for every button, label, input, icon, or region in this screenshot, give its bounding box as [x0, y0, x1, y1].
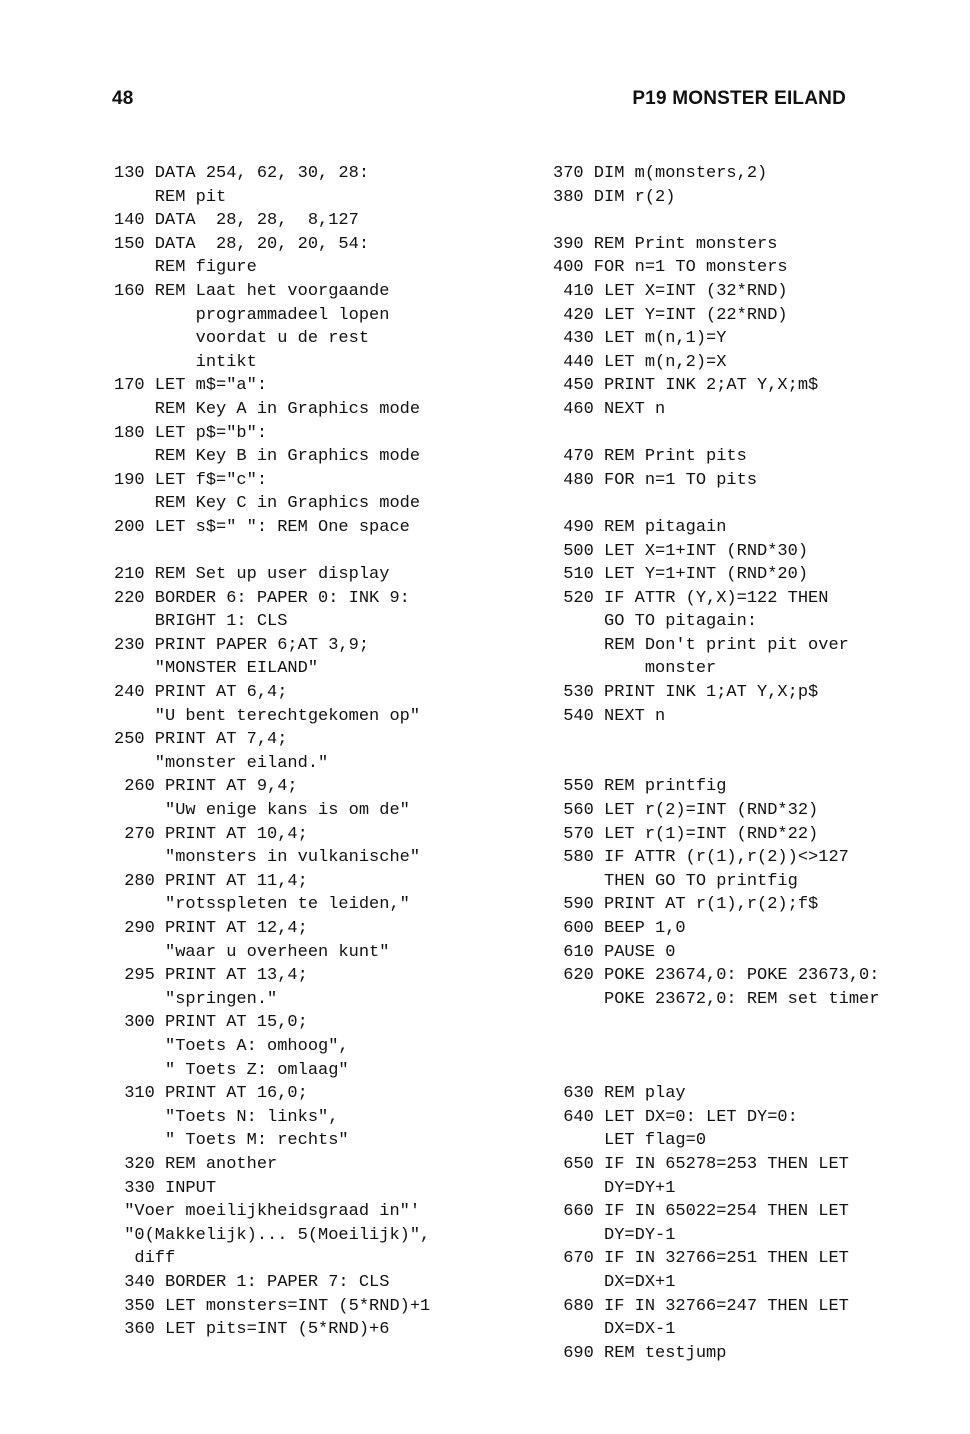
code-line: 160 REM Laat het voorgaande	[114, 281, 390, 301]
blank-line	[553, 1011, 963, 1035]
code-line: 240 PRINT AT 6,4;	[114, 683, 288, 703]
code-line: 230 PRINT PAPER 6;AT 3,9;	[114, 635, 370, 655]
code-line: 270 PRINT AT 10,4;	[114, 824, 308, 844]
code-line: 295 PRINT AT 13,4;	[114, 966, 308, 986]
code-line: voordat u de rest	[114, 329, 370, 349]
code-line: 330 INPUT	[114, 1178, 217, 1198]
code-line: 450 PRINT INK 2;AT Y,X;m$	[553, 376, 819, 396]
code-line: "springen."	[114, 989, 278, 1009]
code-line: 300 PRINT AT 15,0;	[114, 1013, 308, 1033]
code-line: GO TO pitagain:	[553, 612, 758, 632]
code-line: " Toets Z: omlaag"	[114, 1060, 349, 1080]
blank-line	[553, 728, 963, 752]
code-line: 580 IF ATTR (r(1),r(2))<>127	[553, 848, 849, 868]
code-line: THEN GO TO printfig	[553, 871, 798, 891]
code-line: POKE 23672,0: REM set timer	[553, 989, 880, 1009]
code-line: 280 PRINT AT 11,4;	[114, 871, 308, 891]
code-line: 690 REM testjump	[553, 1343, 727, 1363]
code-line: 640 LET DX=0: LET DY=0:	[553, 1107, 798, 1127]
code-line: 380 DIM r(2)	[553, 187, 676, 207]
code-line: 180 LET p$="b":	[114, 423, 268, 443]
code-line: 200 LET s$=" ": REM One space	[114, 517, 410, 537]
code-line: "monsters in vulkanische"	[114, 848, 421, 868]
code-line: 130 DATA 254, 62, 30, 28:	[114, 164, 370, 183]
code-line: diff	[114, 1249, 176, 1269]
code-line: DX=DX+1	[553, 1272, 676, 1292]
code-line: 510 LET Y=1+INT (RND*20)	[553, 565, 809, 585]
code-line: 480 FOR n=1 TO pits	[553, 470, 758, 490]
code-line: 170 LET m$="a":	[114, 376, 268, 396]
code-line: 310 PRINT AT 16,0;	[114, 1084, 308, 1104]
code-line: intikt	[114, 352, 257, 372]
code-line: monster	[553, 659, 717, 679]
code-line: BRIGHT 1: CLS	[114, 612, 288, 632]
code-line: LET flag=0	[553, 1131, 707, 1151]
code-line: REM Key B in Graphics mode	[114, 447, 421, 467]
code-line: 390 REM Print monsters	[553, 234, 778, 254]
code-line: 540 NEXT n	[553, 706, 666, 726]
code-line: "rotsspleten te leiden,"	[114, 895, 410, 915]
code-line: 400 FOR n=1 TO monsters	[553, 258, 788, 278]
code-line: "waar u overheen kunt"	[114, 942, 390, 962]
code-line: "U bent terechtgekomen op"	[114, 706, 421, 726]
code-line: 260 PRINT AT 9,4;	[114, 777, 298, 797]
code-line: 670 IF IN 32766=251 THEN LET	[553, 1249, 849, 1269]
code-line: "Toets N: links",	[114, 1107, 339, 1127]
code-line: 550 REM printfig	[553, 777, 727, 797]
code-line: 210 REM Set up user display	[114, 565, 390, 585]
blank-line	[114, 540, 514, 564]
code-line: 620 POKE 23674,0: POKE 23673,0:	[553, 966, 880, 986]
code-line: REM Key A in Graphics mode	[114, 399, 421, 419]
code-line: "0(Makkelijk)... 5(Moeilijk)",	[114, 1225, 431, 1245]
code-line: 590 PRINT AT r(1),r(2);f$	[553, 895, 819, 915]
code-line: 490 REM pitagain	[553, 517, 727, 537]
page-number: 48	[112, 88, 134, 109]
code-line: 440 LET m(n,2)=X	[553, 352, 727, 372]
blank-line	[553, 492, 963, 516]
code-line: 340 BORDER 1: PAPER 7: CLS	[114, 1272, 390, 1292]
code-line: 560 LET r(2)=INT (RND*32)	[553, 801, 819, 821]
code-line: 460 NEXT n	[553, 399, 666, 419]
code-line: 150 DATA 28, 20, 20, 54:	[114, 234, 370, 254]
code-line: 140 DATA 28, 28, 8,127	[114, 211, 359, 231]
code-line: "Toets A: omhoog",	[114, 1036, 349, 1056]
code-line: 600 BEEP 1,0	[553, 919, 686, 938]
code-line: REM figure	[114, 258, 257, 278]
code-line: REM Key C in Graphics mode	[114, 494, 421, 514]
code-line: 430 LET m(n,1)=Y	[553, 329, 727, 349]
listing-left-column	[114, 162, 514, 1342]
code-line: "MONSTER EILAND"	[114, 659, 319, 679]
code-line: 500 LET X=1+INT (RND*30)	[553, 541, 809, 561]
code-line: 410 LET X=INT (32*RND)	[553, 281, 788, 301]
code-line: 250 PRINT AT 7,4;	[114, 730, 288, 750]
code-line: 420 LET Y=INT (22*RND)	[553, 305, 788, 325]
code-line: 660 IF IN 65022=254 THEN LET	[553, 1202, 849, 1222]
code-line: "monster eiland."	[114, 753, 329, 773]
code-line: REM Don't print pit over	[553, 635, 849, 655]
blank-line	[553, 422, 963, 446]
code-line: 520 IF ATTR (Y,X)=122 THEN	[553, 588, 829, 608]
code-line: 470 REM Print pits	[553, 447, 747, 467]
code-line: 650 IF IN 65278=253 THEN LET	[553, 1154, 849, 1174]
code-line: DY=DY+1	[553, 1178, 676, 1198]
code-line: 190 LET f$="c":	[114, 470, 268, 490]
code-line: 530 PRINT INK 1;AT Y,X;p$	[553, 683, 819, 703]
code-line: " Toets M: rechts"	[114, 1131, 349, 1151]
code-line: DY=DY-1	[553, 1225, 676, 1245]
code-line: DX=DX-1	[553, 1320, 676, 1340]
blank-line	[553, 752, 963, 776]
code-line: 320 REM another	[114, 1154, 278, 1174]
code-line: REM pit	[114, 187, 227, 207]
blank-line	[553, 209, 963, 233]
blank-line	[553, 1035, 963, 1059]
code-line: "Voer moeilijkheidsgraad in"'	[114, 1202, 421, 1222]
code-line: programmadeel lopen	[114, 305, 390, 325]
code-line: "Uw enige kans is om de"	[114, 801, 410, 821]
code-line: 680 IF IN 32766=247 THEN LET	[553, 1296, 849, 1316]
code-line: 630 REM play	[553, 1084, 686, 1104]
code-line: 290 PRINT AT 12,4;	[114, 919, 308, 938]
code-line: 370 DIM m(monsters,2)	[553, 164, 768, 183]
code-line: 350 LET monsters=INT (5*RND)+1	[114, 1296, 431, 1316]
code-line: 570 LET r(1)=INT (RND*22)	[553, 824, 819, 844]
listing-right-column	[553, 162, 963, 1365]
code-line: 360 LET pits=INT (5*RND)+6	[114, 1320, 390, 1340]
blank-line	[553, 1059, 963, 1083]
code-line: 220 BORDER 6: PAPER 0: INK 9:	[114, 588, 410, 608]
code-line: 610 PAUSE 0	[553, 942, 676, 962]
chapter-title: P19 MONSTER EILAND	[632, 88, 846, 109]
